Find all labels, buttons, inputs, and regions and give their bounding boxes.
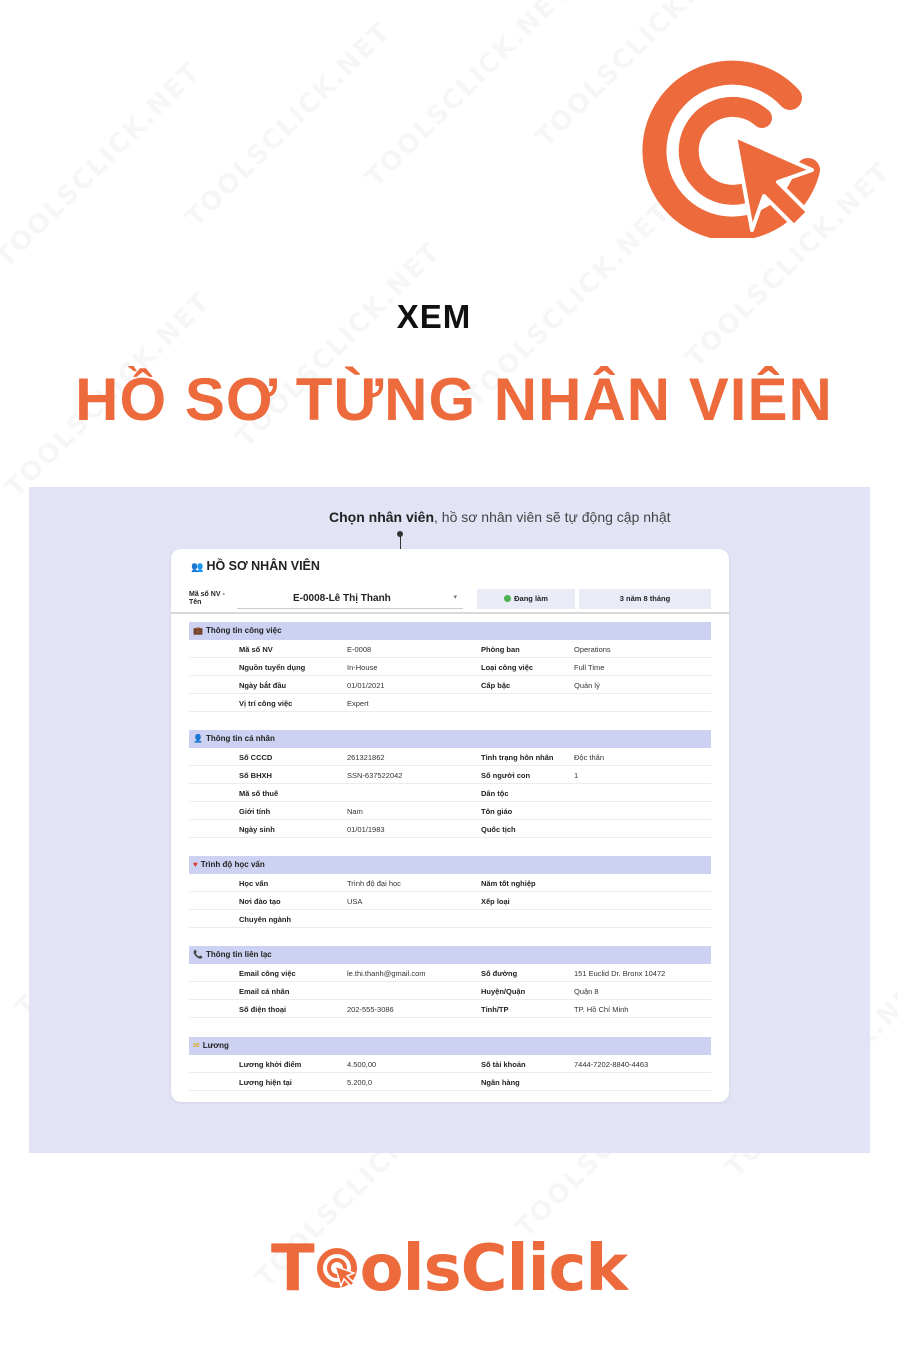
section-work <box>189 622 711 712</box>
card-title: 👥 HỒ SƠ NHÂN VIÊN <box>191 559 320 573</box>
table-row: Email cá nhân Huyện/Quận Quận 8 <box>189 982 711 1000</box>
selector-row <box>189 589 711 609</box>
section-personal <box>189 730 711 838</box>
table-row: Lương khởi điểm 4.500,00 Số tài khoản 7444-7202-8840-4463 <box>189 1055 711 1073</box>
section-contact <box>189 946 711 1018</box>
section-header: ✉ Lương <box>189 1037 711 1055</box>
employee-select[interactable] <box>237 589 463 609</box>
chevron-down-icon[interactable]: ▾ <box>453 594 457 601</box>
table-row: Nơi đào tạo USA Xếp loại <box>189 892 711 910</box>
table-row: Nguồn tuyển dụng In-House Loại công việc Full Time <box>189 658 711 676</box>
table-row: Mã số thuế Dân tộc <box>189 784 711 802</box>
divider <box>171 612 729 614</box>
people-icon: 👥 <box>191 562 204 573</box>
briefcase-icon: 💼 <box>193 626 203 635</box>
tenure-badge: 3 năm 8 tháng <box>579 589 711 609</box>
status-dot-icon <box>504 595 511 602</box>
target-cursor-icon <box>315 1246 359 1290</box>
table-row: Chuyên ngành <box>189 910 711 928</box>
section-header: ♥ Trình độ học vấn <box>189 856 711 874</box>
money-icon: ✉ <box>193 1041 200 1050</box>
screenshot-panel <box>29 487 870 1153</box>
table-row: Học vấn Trình độ đại học Năm tốt nghiệp <box>189 874 711 892</box>
table-row: Giới tính Nam Tôn giáo <box>189 802 711 820</box>
table-row: Số BHXH SSN-637522042 Số người con 1 <box>189 766 711 784</box>
table-row: Email công việc le.thi.thanh@gmail.com Số đường 151 Euclid Dr. Bronx 10472 <box>189 964 711 982</box>
toolsclick-logo-icon <box>640 58 830 238</box>
table-row: Số điện thoại 202-555-3086 Tỉnh/TP TP. Hồ Chí Minh <box>189 1000 711 1018</box>
section-education <box>189 856 711 928</box>
table-row: Mã số NV E-0008 Phòng ban Operations <box>189 640 711 658</box>
table-row: Số CCCD 261321862 Tình trạng hôn nhân Độc thân <box>189 748 711 766</box>
employee-profile-card <box>171 549 729 1102</box>
section-header: 📞 Thông tin liên lạc <box>189 946 711 964</box>
table-row: Ngày bắt đầu 01/01/2021 Cấp bậc Quản lý <box>189 676 711 694</box>
table-row: Lương hiện tại 5.200,0 Ngân hàng <box>189 1073 711 1091</box>
brand-wordmark: T olsClick <box>271 1232 627 1306</box>
section-header: 💼 Thông tin công việc <box>189 622 711 640</box>
phone-icon: 📞 <box>193 950 203 959</box>
status-badge: Đang làm <box>477 589 575 609</box>
table-row: Vị trí công việc Expert <box>189 694 711 712</box>
selector-label: Mã số NV - Tên <box>189 591 225 606</box>
person-icon: 👤 <box>193 734 203 743</box>
section-header: 👤 Thông tin cá nhân <box>189 730 711 748</box>
headline-small: XEM <box>396 298 472 335</box>
employee-select-value: E-0008-Lê Thị Thanh <box>293 593 391 604</box>
headline-title: HỒ SƠ TỪNG NHÂN VIÊN <box>75 366 833 433</box>
table-row: Ngày sinh 01/01/1983 Quốc tịch <box>189 820 711 838</box>
section-salary <box>189 1037 711 1091</box>
hint-text: Chọn nhân viên, hồ sơ nhân viên sẽ tự động cập nhật <box>329 509 671 525</box>
heart-icon: ♥ <box>193 860 198 869</box>
